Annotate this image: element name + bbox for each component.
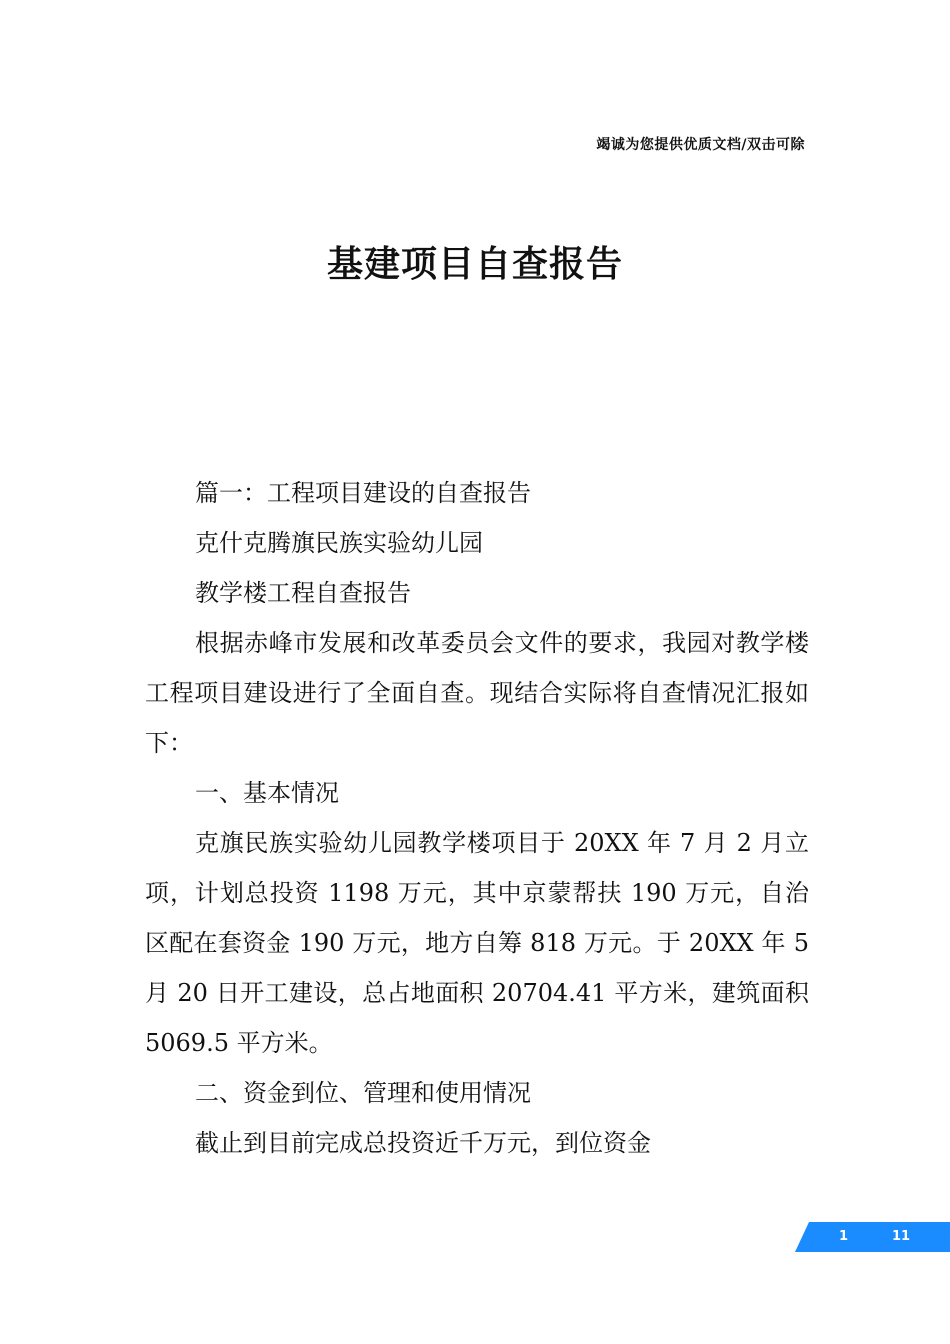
- funding-paragraph: 截止到目前完成总投资近千万元，到位资金: [195, 1129, 651, 1157]
- total-pages: 11: [892, 1229, 911, 1244]
- document-title: 基建项目自查报告: [326, 244, 623, 285]
- section-heading: 篇一：工程项目建设的自查报告: [195, 479, 531, 507]
- header-note: 竭诚为您提供优质文档/双击可除: [596, 137, 805, 153]
- section-heading-funding: 二、资金到位、管理和使用情况: [195, 1079, 531, 1107]
- footer-banner-shape: [795, 1222, 950, 1252]
- page-footer-bar: [795, 1222, 950, 1252]
- page-number: 1: [839, 1229, 849, 1244]
- org-name: 克什克腾旗民族实验幼儿园: [195, 529, 483, 557]
- report-subtitle: 教学楼工程自查报告: [195, 579, 411, 607]
- section-heading-basic-info: 一、基本情况: [195, 779, 339, 807]
- document-body: [145, 468, 809, 1168]
- intro-paragraph: 根据赤峰市发展和改革委员会文件的要求，我园对教学楼工程项目建设进行了全面自查。现结合实际将自查情况汇报如下：: [145, 629, 809, 757]
- basic-info-paragraph: 克旗民族实验幼儿园教学楼项目于 20XX 年 7 月 2 月立项，计划总投资 1198 万元，其中京蒙帮扶 190 万元，自治区配在套资金 190 万元，地方自筹 818 万元。于 20XX 年 5 月 20 日开工建设，总占地面积 20704.41 平方米，建筑面积 5069.5 平方米。: [145, 829, 809, 1057]
